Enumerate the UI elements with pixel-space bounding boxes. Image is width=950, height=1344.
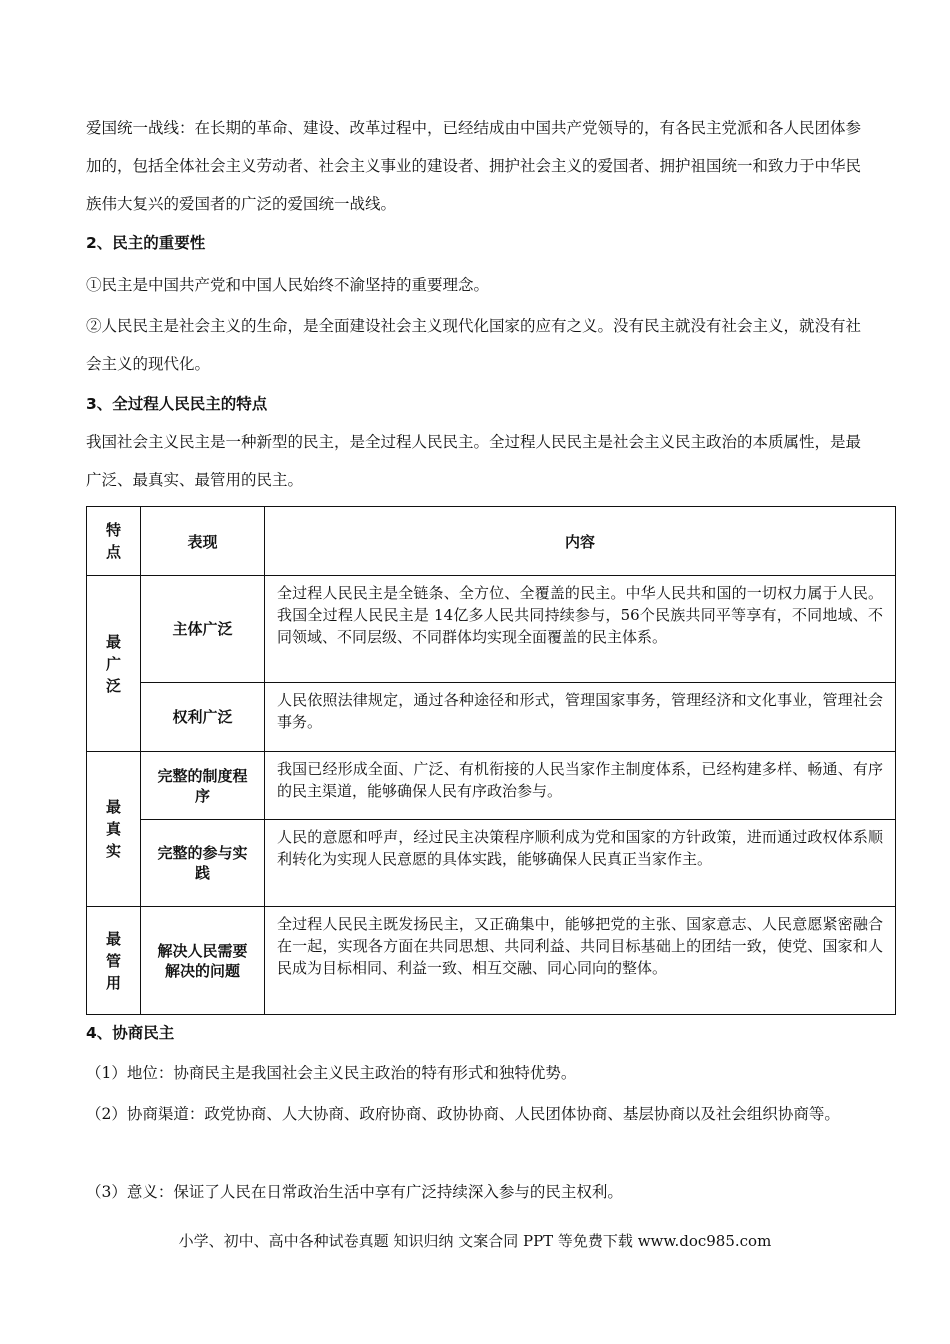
table-row: [87, 820, 896, 907]
manifestation-cell: [141, 907, 265, 1015]
content-text: 人民依照法律规定，通过各种途径和形式，管理国家事务，管理经济和文化事业，管理社会事务。: [277, 691, 883, 731]
feature-broadest: [87, 576, 141, 752]
header-content: 内容: [265, 507, 896, 576]
content-cell: [265, 752, 896, 820]
content-text: 人民的意愿和呼声，经过民主决策程序顺利成为党和国家的方针政策，进而通过政权体系顺利转化为实现人民意愿的具体实践，能够确保人民真正当家作主。: [277, 828, 883, 868]
manifestation-cell: 权利广泛: [141, 683, 265, 752]
content-text: 我国已经形成全面、广泛、有机衔接的人民当家作主制度体系，已经构建多样、畅通、有序的民主渠道，能够确保人民有序政治参与。: [277, 760, 883, 800]
footer-download-notice: 小学、初中、高中各种试卷真题 知识归纳 文案合同 PPT 等免费下载 www.doc985.com: [178, 1232, 772, 1250]
manifestation-text: 完整的制度程序: [157, 766, 248, 805]
content-cell: [265, 576, 896, 683]
feature-most-effective-label: 最管用: [105, 929, 121, 992]
section-3-heading: 3、全过程人民民主的特点: [86, 395, 268, 413]
manifestation-text: 完整的参与实践: [157, 844, 248, 882]
section-2-point-2: ②人民民主是社会主义的生命，是全面建设社会主义现代化国家的应有之义。没有民主就没有社会主义，就没有社会主义的现代化。: [86, 317, 862, 373]
section-2-heading: 2、民主的重要性: [86, 234, 206, 252]
content-text: 全过程人民民主是全链条、全方位、全覆盖的民主。中华人民共和国的一切权力属于人民。我国全过程人民民主是 14亿多人民共同持续参与，56个民族共同平等享有，不同地域、不同领域、不同层级、不同群体均实现全面覆盖的民主体系。: [277, 584, 883, 646]
feature-most-genuine: [87, 752, 141, 907]
table-row: [87, 907, 896, 1015]
section-4-point-3: （3）意义：保证了人民在日常政治生活中享有广泛持续深入参与的民主权利。: [86, 1183, 623, 1201]
section-4-heading: 4、协商民主: [86, 1024, 175, 1042]
table-row: [87, 683, 896, 752]
content-cell: [265, 683, 896, 752]
feature-most-genuine-label: 最真实: [105, 798, 121, 860]
feature-most-effective: [87, 907, 141, 1015]
content-text: 全过程人民民主既发扬民主，又正确集中，能够把党的主张、国家意志、人民意愿紧密融合在一起，实现各方面在共同思想、共同利益、共同目标基础上的团结一致，使党、国家和人民成为目标相同、利益一致、相互交融、同心同向的整体。: [277, 915, 883, 977]
manifestation-cell: [141, 752, 265, 820]
section-3-paragraph: 我国社会主义民主是一种新型的民主，是全过程人民民主。全过程人民民主是社会主义民主政治的本质属性，是最广泛、最真实、最管用的民主。: [86, 433, 862, 489]
table-row: [87, 752, 896, 820]
feature-broadest-label: 最广泛: [105, 632, 121, 695]
manifestation-text: 解决人民需要解决的问题: [157, 941, 248, 980]
section-4-point-1: （1）地位：协商民主是我国社会主义民主政治的特有形式和独特优势。: [86, 1064, 577, 1082]
whole-process-democracy-table: [86, 506, 896, 1015]
header-feature: [87, 507, 141, 576]
header-manifestation: 表现: [141, 507, 265, 576]
content-cell: [265, 820, 896, 907]
manifestation-cell: [141, 820, 265, 907]
content-cell: [265, 907, 896, 1015]
section-4-point-2: （2）协商渠道：政党协商、人大协商、政府协商、政协协商、人民团体协商、基层协商以及社会组织协商等。: [86, 1105, 840, 1123]
section-2-point-1: ①民主是中国共产党和中国人民始终不渝坚持的重要理念。: [86, 276, 490, 294]
manifestation-cell: 主体广泛: [141, 576, 265, 683]
header-feature-label: 特点: [105, 521, 121, 561]
table-header-row: [87, 507, 896, 576]
table-row: [87, 576, 896, 683]
united-front-paragraph: 爱国统一战线：在长期的革命、建设、改革过程中，已经结成由中国共产党领导的，有各民主党派和各人民团体参加的，包括全体社会主义劳动者、社会主义事业的建设者、拥护社会主义的爱国者、拥护祖国统一和致力于中华民族伟大复兴的爱国者的广泛的爱国统一战线。: [86, 119, 862, 213]
